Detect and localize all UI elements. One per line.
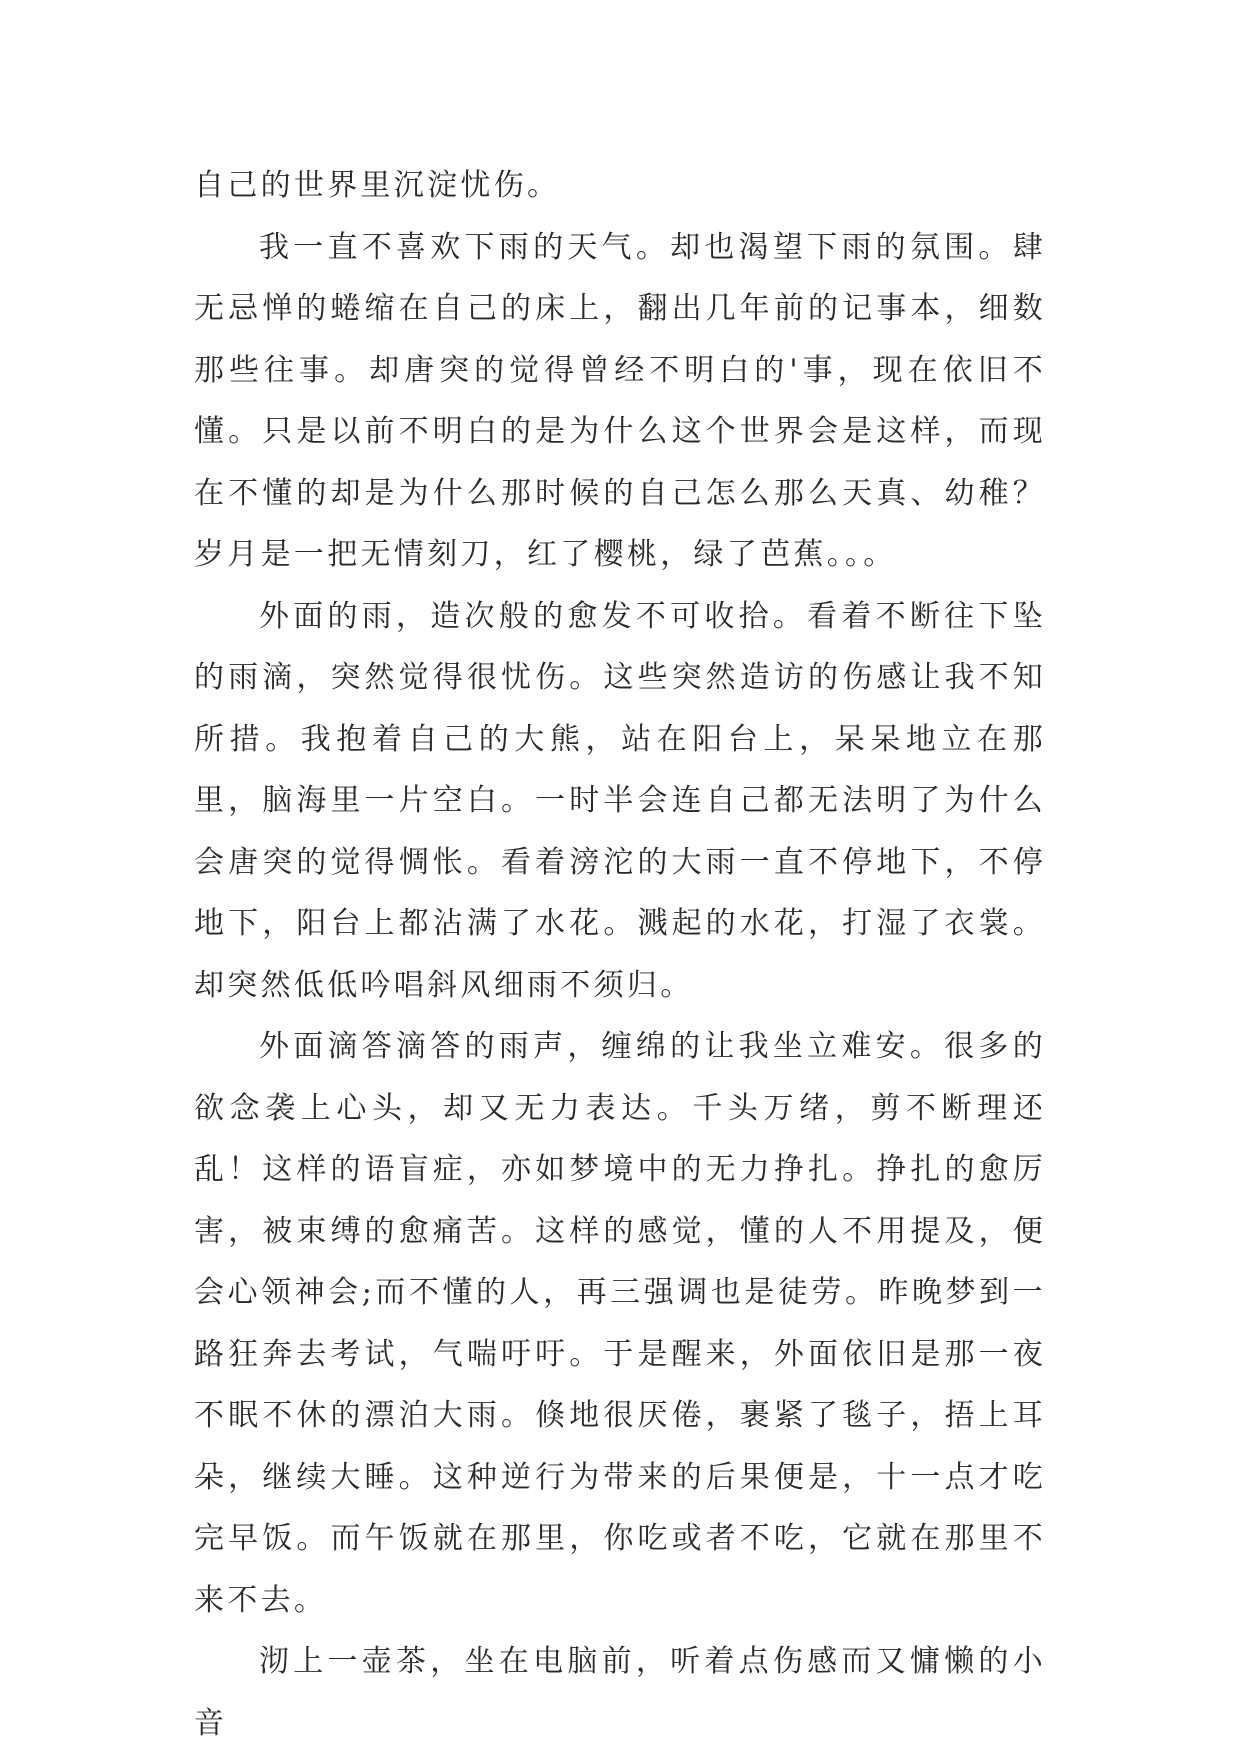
- paragraph-3: 外面的雨，造次般的愈发不可收拾。看着不断往下坠的雨滴，突然觉得很忧伤。这些突然造访的伤感让我不知所措。我抱着自己的大熊，站在阳台上，呆呆地立在那里，脑海里一片空白。一时半会连自己都无法明了为什么会唐突的觉得惆怅。看着滂沱的大雨一直不停地下，不停地下，阳台上都沾满了水花。溅起的水花，打湿了衣裳。却突然低低吟唱斜风细雨不须归。: [194, 598, 1046, 1003]
- paragraph-1: 自己的世界里沉淀忧伤。: [194, 168, 561, 203]
- paragraph-2: 我一直不喜欢下雨的天气。却也渴望下雨的氛围。肆无忌惮的蜷缩在自己的床上，翻出几年前的记事本，细数那些往事。却唐突的觉得曾经不明白的'事，现在依旧不懂。只是以前不明白的是为什么这个世界会是这样，而现在不懂的却是为什么那时候的自己怎么那么天真、幼稚？岁月是一把无情刻刀，红了樱桃，绿了芭蕉。。。: [194, 229, 1046, 572]
- paragraph-5: 沏上一壶茶，坐在电脑前，听着点伤感而又慵懒的小音: [194, 1644, 1046, 1741]
- paragraph-4: 外面滴答滴答的雨声，缠绵的让我坐立难安。很多的欲念袭上心头，却又无力表达。千头万绪，剪不断理还乱！这样的语盲症，亦如梦境中的无力挣扎。挣扎的愈厉害，被束缚的愈痛苦。这样的感觉，懂的人不用提及，便会心领神会;而不懂的人，再三强调也是徒劳。昨晚梦到一路狂奔去考试，气喘吁吁。于是醒来，外面依旧是那一夜不眠不休的漂泊大雨。倏地很厌倦，裹紧了毯子，捂上耳朵，继续大睡。这种逆行为带来的后果便是，十一点才吃完早饭。而午饭就在那里，你吃或者不吃，它就在那里不来不去。: [194, 1029, 1046, 1618]
- essay-body: [194, 155, 1046, 1754]
